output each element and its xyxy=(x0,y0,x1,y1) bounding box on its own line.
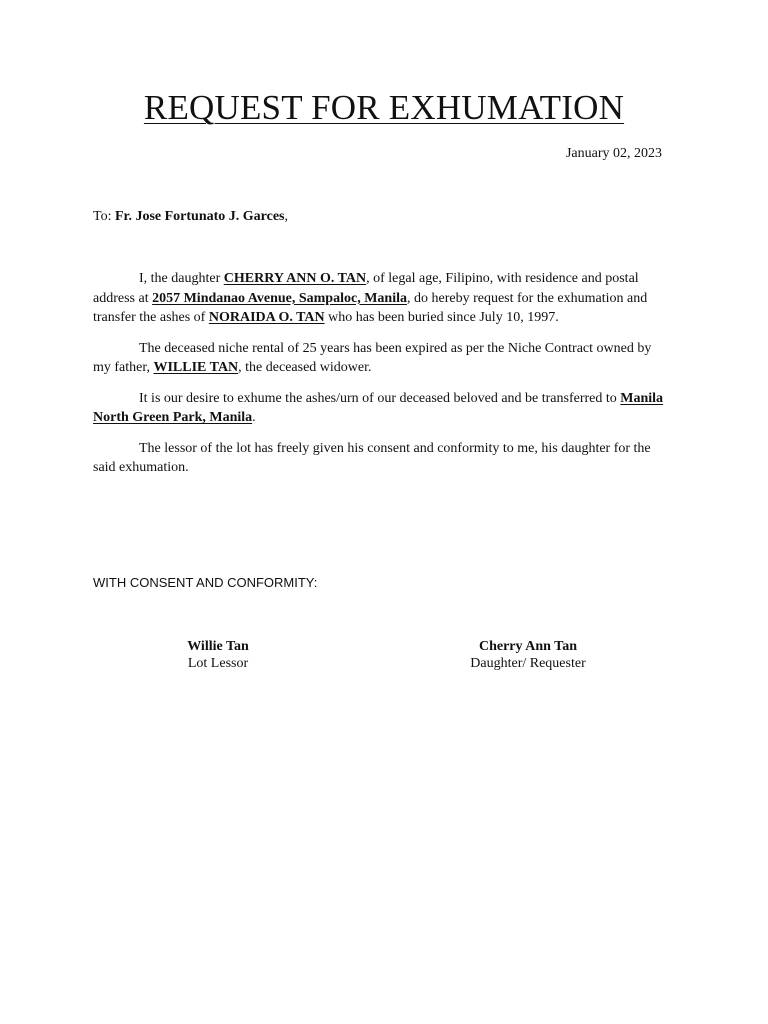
paragraph-transfer-destination xyxy=(93,389,671,428)
paragraph-request xyxy=(93,269,671,328)
deceased-name: NORAIDA O. TAN xyxy=(208,310,325,325)
document-title: REQUEST FOR EXHUMATION xyxy=(143,88,625,127)
document-date: January 02, 2023 xyxy=(565,146,662,161)
paragraph-consent xyxy=(93,439,671,478)
signatory-role: Lot Lessor xyxy=(187,656,249,671)
signatory-role: Daughter/ Requester xyxy=(470,656,586,671)
addressee-name: Fr. Jose Fortunato J. Garces xyxy=(114,209,285,224)
addressee-suffix: , xyxy=(284,209,288,224)
letter-body xyxy=(93,269,671,489)
text: The deceased niche rental of 25 years has been expired as per the Niche Contract owned by my father, xyxy=(93,340,652,375)
text: , of legal age, Filipino, with residence and postal address at xyxy=(93,271,639,306)
postal-address: 2057 Mindanao Avenue, Sampaloc, Manila xyxy=(152,290,407,306)
addressee-label: To: xyxy=(93,209,115,224)
text: It is our desire to exhume the ashes/urn of our deceased beloved and be transferred to xyxy=(139,390,621,406)
destination-name: Manila North Green Park, Manila xyxy=(93,390,664,425)
paragraph-niche-rental xyxy=(93,339,671,378)
signatory-lessor xyxy=(150,638,286,672)
text: , do hereby request for the exhumation and transfer the ashes of xyxy=(93,290,648,325)
signatory-name: Cherry Ann Tan xyxy=(478,639,578,654)
text: I, the daughter xyxy=(139,271,224,286)
text: , the deceased widower. xyxy=(238,360,372,375)
text: The lessor of the lot has freely given his consent and conformity to me, his daughter for the said exhumation. xyxy=(93,440,651,475)
signatory-requester xyxy=(444,638,612,672)
requester-name: CHERRY ANN O. TAN xyxy=(223,271,367,286)
addressee-line xyxy=(93,208,288,226)
text: who has been buried since July 10, 1997. xyxy=(324,310,559,325)
signatory-name: Willie Tan xyxy=(187,639,249,654)
text: . xyxy=(252,410,256,425)
consent-heading: WITH CONSENT AND CONFORMITY: xyxy=(93,575,318,590)
father-name: WILLIE TAN xyxy=(153,360,239,375)
